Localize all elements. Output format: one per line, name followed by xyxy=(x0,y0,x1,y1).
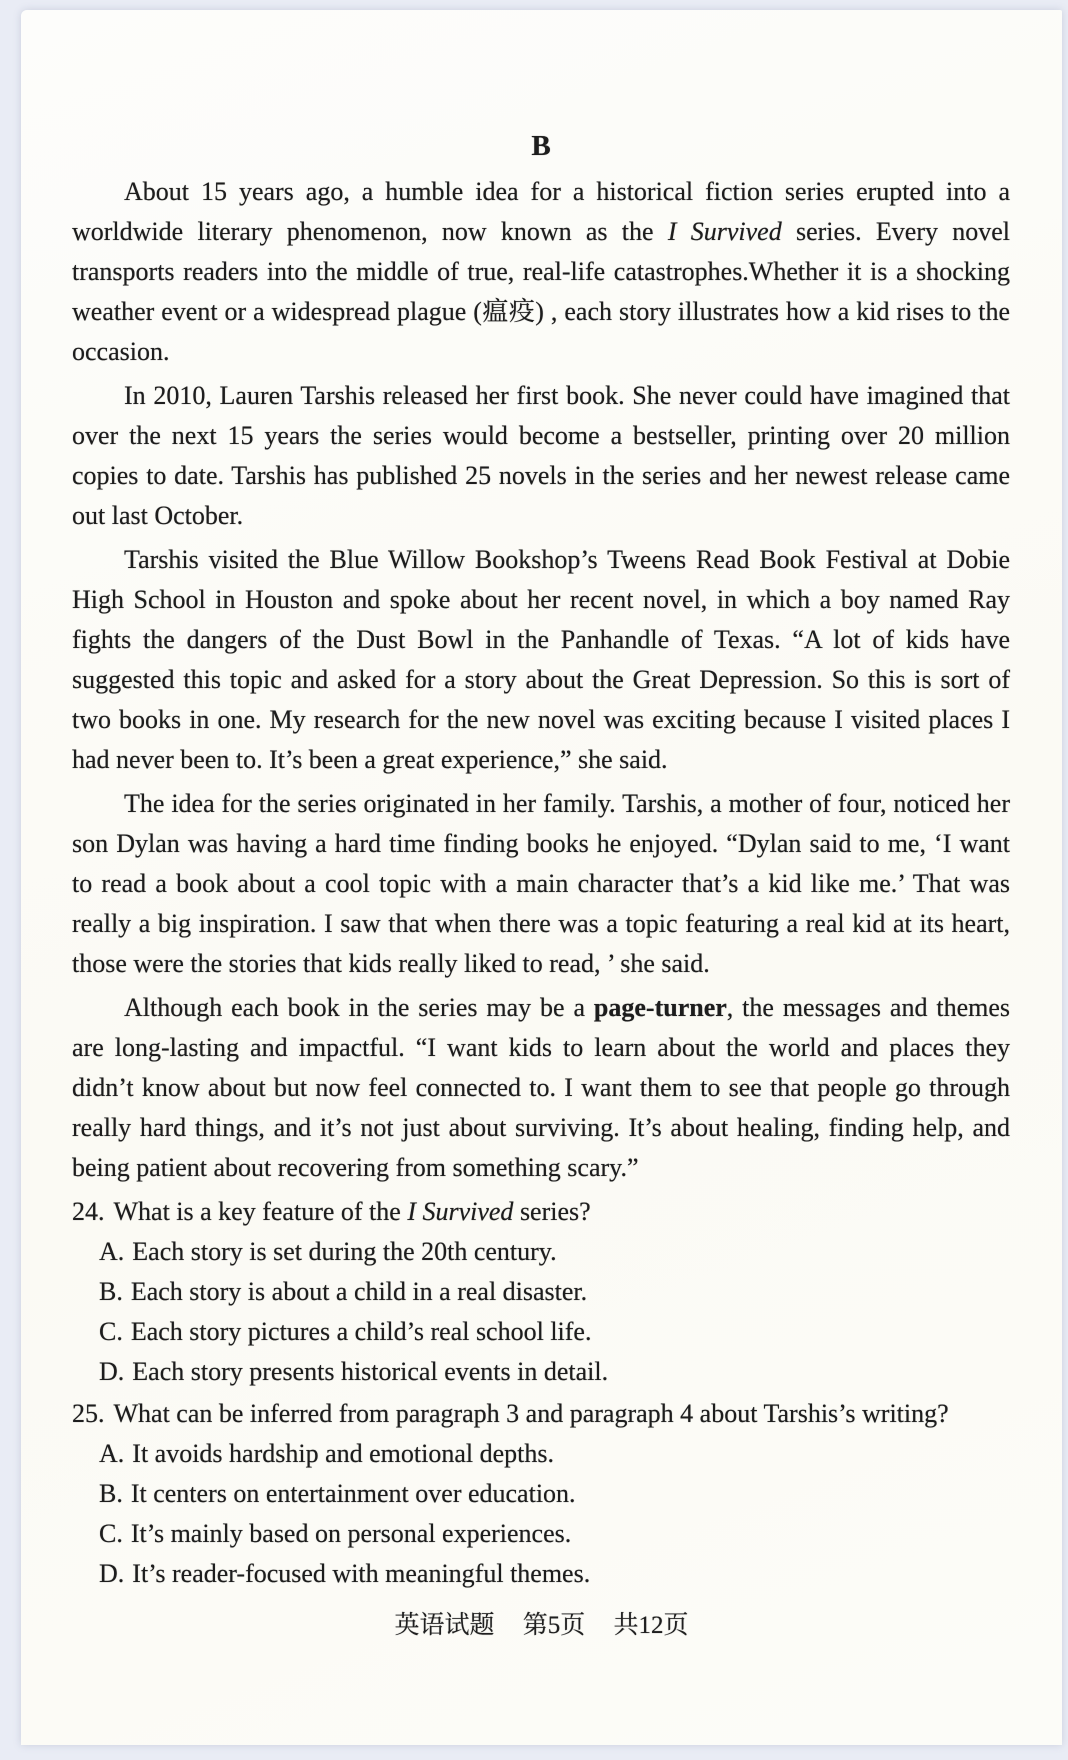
question-25-option-a xyxy=(72,1434,1010,1474)
option-label: A. xyxy=(99,1237,125,1266)
page-footer xyxy=(21,1609,1062,1643)
question-stem-text: What is a key feature of the xyxy=(113,1197,408,1226)
footer-total-pages: 共12页 xyxy=(613,1612,689,1639)
option-text: It’s mainly based on personal experiences. xyxy=(130,1519,572,1548)
option-label: D. xyxy=(99,1559,125,1588)
option-label: B. xyxy=(99,1277,123,1306)
passage-paragraph-2 xyxy=(72,376,1010,536)
paragraph-text: , the messages and themes are long-lasting and impactful. “I want kids to learn about the world and places they didn’t know about but now feel connected to. I want them to see that people go through really hard things, and it’s not just about surviving. It’s about healing, finding help, and being patient about recovering from something scary.” xyxy=(72,993,1011,1182)
paragraph-text: Tarshis visited the Blue Willow Bookshop’s Tweens Read Book Festival at Dobie High School in Houston and spoke about her recent novel, in which a boy named Ray fights the dangers of the Dust Bowl in the Panhandle of Texas. “A lot of kids have suggested this topic and asked for a story about the Great Depression. So this is sort of two books in one. My research for the new novel was exciting because I visited places I had never been to. It’s been a great experience,” she said. xyxy=(72,545,1010,774)
option-text: It’s reader-focused with meaningful themes. xyxy=(132,1559,591,1588)
option-text: Each story pictures a child’s real school life. xyxy=(130,1317,592,1346)
option-label: B. xyxy=(99,1479,123,1508)
passage-paragraph-1 xyxy=(72,172,1010,372)
question-24 xyxy=(72,1192,1010,1392)
option-label: D. xyxy=(99,1357,125,1386)
option-label: C. xyxy=(99,1317,123,1346)
question-25-option-d xyxy=(72,1554,1010,1594)
question-24-stem xyxy=(72,1192,1010,1232)
option-text: Each story is about a child in a real disaster. xyxy=(130,1277,588,1306)
question-24-options xyxy=(72,1232,1010,1392)
page-content xyxy=(21,10,1062,1594)
bold-phrase: page-turner xyxy=(593,993,727,1022)
question-24-option-b xyxy=(72,1272,1010,1312)
question-25 xyxy=(72,1394,1010,1594)
question-stem-text: What can be inferred from paragraph 3 and paragraph 4 about Tarshis’s writing? xyxy=(113,1399,949,1428)
passage-paragraph-5 xyxy=(72,988,1010,1188)
question-24-option-c xyxy=(72,1312,1010,1352)
paragraph-text: Although each book in the series may be a xyxy=(124,993,594,1022)
series-title-italic: I Survived xyxy=(667,217,782,246)
footer-page-number: 第5页 xyxy=(522,1612,586,1639)
passage-paragraph-4 xyxy=(72,784,1010,984)
footer-exam-title: 英语试题 xyxy=(394,1612,495,1639)
paragraph-text: The idea for the series originated in her family. Tarshis, a mother of four, noticed her son Dylan was having a hard time finding books he enjoyed. “Dylan said to me, ‘I want to read a book about a cool topic with a main character that’s a kid like me.’ That was really a big inspiration. I saw that when there was a topic featuring a real kid at its heart, those were the stories that kids really liked to read, ’ she said. xyxy=(72,789,1010,978)
question-25-stem xyxy=(72,1394,1010,1434)
passage-paragraph-3 xyxy=(72,540,1010,780)
exam-page xyxy=(21,10,1062,1745)
question-25-option-c xyxy=(72,1514,1010,1554)
paragraph-text: series. Every novel transports readers into the middle of true, real-life catastrophes.Whether it is a shocking weather event or a widespread plague (瘟疫) , each story illustrates how a kid rises to the occasion. xyxy=(72,217,1011,366)
option-label: A. xyxy=(99,1439,125,1468)
question-24-option-a xyxy=(72,1232,1010,1272)
series-title-italic: I Survived xyxy=(407,1197,514,1226)
reading-passage xyxy=(72,172,1010,1188)
question-number: 24. xyxy=(72,1197,105,1226)
question-24-option-d xyxy=(72,1352,1010,1392)
option-text: It avoids hardship and emotional depths. xyxy=(132,1439,554,1468)
option-label: C. xyxy=(99,1519,123,1548)
option-text: Each story presents historical events in detail. xyxy=(132,1357,609,1386)
question-25-option-b xyxy=(72,1474,1010,1514)
paragraph-text: About 15 years ago, a humble idea for a historical fiction series erupted into a worldwide literary phenomenon, now known as the xyxy=(72,177,1010,246)
section-label: B xyxy=(531,130,551,162)
option-text: It centers on entertainment over education. xyxy=(130,1479,576,1508)
option-text: Each story is set during the 20th century. xyxy=(132,1237,557,1266)
question-25-options xyxy=(72,1434,1010,1594)
paragraph-text: In 2010, Lauren Tarshis released her first book. She never could have imagined that over the next 15 years the series would become a bestseller, printing over 20 million copies to date. Tarshis has published 25 novels in the series and her newest release came out last October. xyxy=(72,381,1010,530)
question-number: 25. xyxy=(72,1399,105,1428)
question-stem-text: series? xyxy=(513,1197,591,1226)
